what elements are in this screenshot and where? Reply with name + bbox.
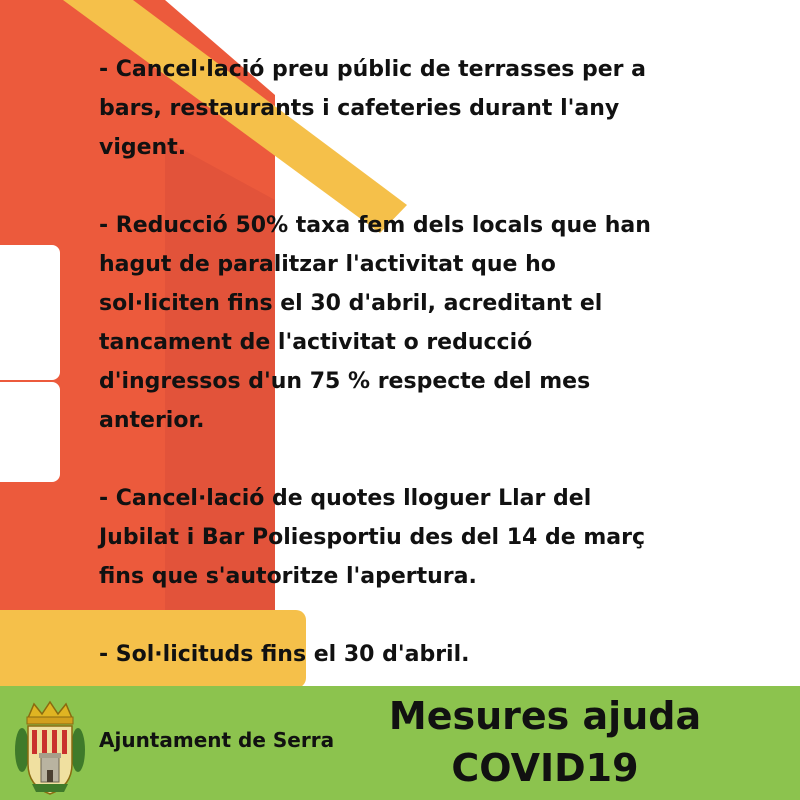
measure-rent-fees: - Cancel·lació de quotes lloguer Llar del Jubilat i Bar Poliesportiu des del 14 de març fins que s'autoritze l'apertura. [99, 486, 646, 589]
measures-text [99, 50, 739, 674]
headline-line-2: COVID19 [451, 746, 639, 790]
measure-waste-tax: - Reducció 50% taxa fem dels locals que han hagut de paralitzar l'activitat que ho sol·liciten fins el 30 d'abril, acreditant el tancament de l'activitat o reducció d'ingressos d'un 75 % respecte del mes anterior. [99, 213, 651, 433]
footer-bar [0, 686, 800, 800]
measure-terraces: - Cancel·lació preu públic de terrasses per a bars, restaurants i cafeteries durant l'any vigent. [99, 57, 647, 160]
headline [370, 690, 720, 794]
organization-name: Ajuntament de Serra [99, 728, 335, 752]
headline-line-1: Mesures ajuda [388, 694, 702, 738]
coat-of-arms-icon [14, 698, 86, 798]
house-window-bottom [0, 382, 60, 482]
house-window-top [0, 245, 60, 380]
measure-deadline: - Sol·licituds fins el 30 d'abril. [99, 642, 470, 667]
